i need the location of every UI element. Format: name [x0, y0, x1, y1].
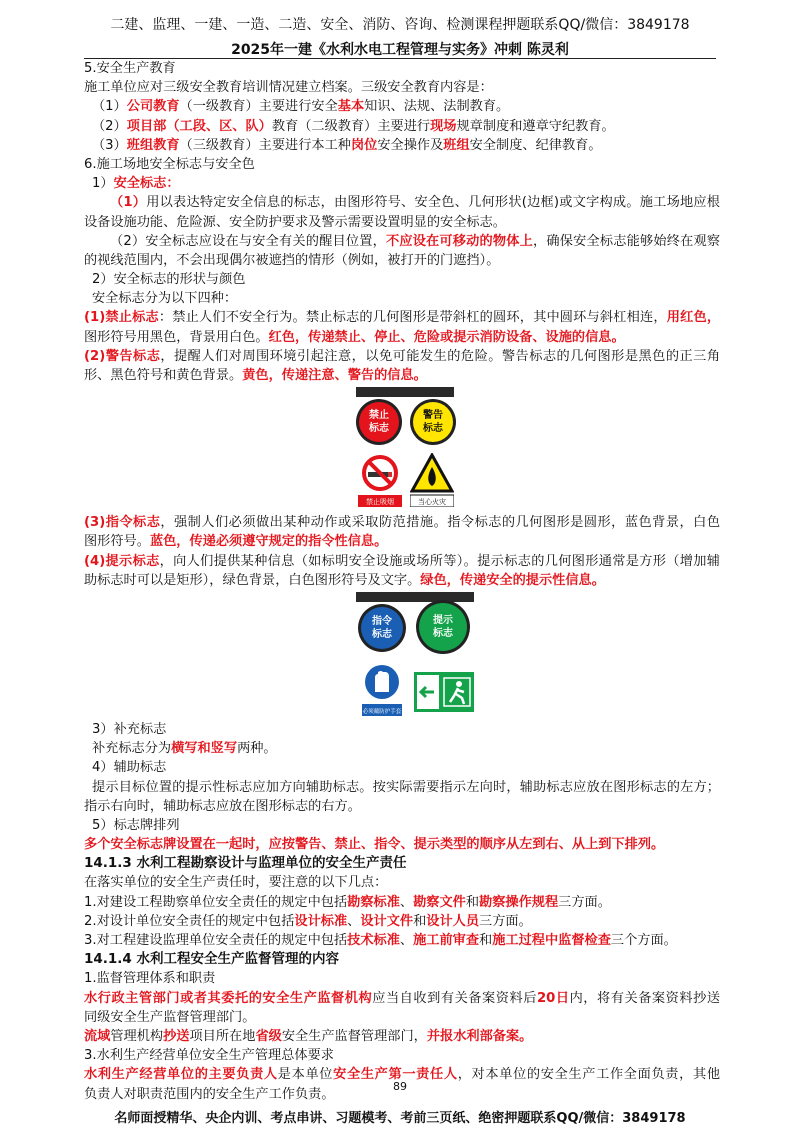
edu-item-1 [84, 97, 720, 116]
edu-item-num: （1） [92, 99, 127, 115]
line-text: 三个方面。 [610, 933, 677, 948]
line-sep: 和 [465, 894, 480, 910]
p-red: 流域 [84, 1028, 111, 1044]
figure-order-hint-signs [84, 590, 720, 720]
figure-frame [350, 387, 460, 511]
edu-item-red: 班组教育 [126, 137, 180, 153]
p-red: 抄送 [163, 1028, 190, 1044]
section-14-1-3-title: 14.1.3 水利工程勘察设计与监理单位的安全生产责任 [84, 855, 407, 872]
line-text: 1.对建设工程勘察单位安全责任的规定中包括 [84, 894, 348, 910]
order-text: ，强制人们必须做出某种动作或采取防范措施。指令标志的几何图形是圆形，蓝色背景，白色 [160, 515, 720, 531]
warn-text: ，提醒人们对周围环境引起注意，以免可能发生的危险。警告标志的几何图形是黑色的正三角 [160, 348, 720, 364]
p-red: 省级 [255, 1028, 282, 1044]
section-6-title: 6.施工场地安全标志与安全色 [84, 156, 255, 172]
survey-unit-line [84, 893, 720, 912]
line-text: 三方面。 [479, 913, 532, 929]
header-contact-line: 二建、监理、一建、一造、二造、安全、消防、咨询、检测课程押题联系QQ/微信：3849178 [110, 17, 690, 33]
edu-item-text: 规章制度和遵章守纪教育。 [456, 118, 615, 134]
warn-sign-line1 [84, 347, 720, 366]
auxiliary-sign-heading: 4）辅助标志 [92, 760, 167, 776]
line-text: 3.对工程建设监理单位安全责任的规定中包括 [84, 933, 348, 948]
section-14-1-3-intro: 在落实单位的安全生产责任时，要注意的以下几点： [84, 875, 388, 891]
line-red: 技术标准 [347, 933, 400, 948]
line-sep: 和 [479, 933, 493, 948]
edu-item-red: 现场 [430, 118, 457, 134]
line-text: 2.对设计单位安全责任的规定中包括 [84, 913, 295, 929]
fire-caption: 当心火灾 [418, 498, 446, 507]
line-text: 三方面。 [558, 894, 611, 910]
overall-requirements-heading: 3.水利生产经营单位安全生产管理总体要求 [84, 1048, 334, 1064]
order-sign-line1 [84, 513, 720, 532]
edu-item-text: 安全制度、纪律教育。 [469, 137, 602, 153]
section-5-title: 5.安全生产教育 [84, 61, 176, 76]
figure-ban-warning-signs [84, 385, 720, 513]
header-course-title: 2025年一建《水利水电工程管理与实务》冲刺 陈灵利 [231, 42, 569, 58]
supervision-system-heading: 1.监督管理体系和职责 [84, 971, 216, 987]
safety-sign-label: 安全标志： [113, 176, 180, 192]
order-text: 图形符号。 [84, 534, 150, 550]
warn-sign-label: (2)警告标志 [84, 348, 161, 364]
edu-item-red: 项目部（工段、区、队） [126, 118, 272, 134]
edu-item-text: （三级教育）主要进行本工种 [179, 137, 351, 153]
hint-circle-ring [416, 600, 470, 654]
edu-item-text: 教育（二级教育）主要进行 [271, 118, 431, 134]
edu-item-text: （一级教育）主要进行安全 [179, 99, 338, 115]
p2-red: 不应设在可移动的物体上 [385, 233, 534, 249]
edu-item-red: 基本 [337, 99, 365, 115]
ban-text: 图形符号用黑色，背景用白色。 [84, 329, 269, 345]
section-14-1-4-title: 14.1.4 水利工程安全生产监督管理的内容 [84, 951, 340, 968]
edu-item-num: （2） [92, 118, 127, 134]
ban-sign-line2 [84, 328, 720, 347]
supplement-text: 两种。 [237, 741, 277, 757]
line-red: 勘察文件 [413, 894, 466, 910]
p-text: 内，将有关备案资料抄送 [569, 990, 720, 1006]
sub-num: 1） [92, 176, 114, 192]
edu-item-text: 知识、法规、法制教育。 [364, 99, 510, 115]
hint-sign-line1 [84, 552, 720, 571]
fire-warning-sign-icon [410, 453, 454, 507]
supplement-sign-heading: 3）补充标志 [92, 721, 167, 737]
edu-item-num: （3） [92, 137, 127, 153]
p-red: 水行政主管部门或者其委托的安全生产监督机构 [84, 990, 373, 1006]
figure-top-bar [356, 592, 474, 602]
hint-text: ，向人们提供某种信息（如标明安全设施或场所等）。提示标志的几何图形通常是方形（增加辅 [159, 553, 720, 569]
p-text: 是本单位 [277, 1067, 334, 1083]
safety-sign-p1-line2: 设备设施功能、危险源、安全防护要求及警示需要设置明显的安全标志。 [84, 214, 506, 230]
line-sep: 、 [347, 913, 361, 929]
line-sep: 、 [399, 933, 414, 948]
order-circle: 指令 标志 [361, 607, 403, 649]
order-sign-label: (3)指令标志 [84, 515, 161, 531]
order-circle-ring [358, 604, 406, 652]
p-red: 水利生产经营单位的主要负责人 [84, 1067, 278, 1083]
line-sep: 和 [413, 913, 427, 929]
warn-sign-line2 [84, 366, 720, 385]
order-sign-line2 [84, 532, 720, 551]
supervision-p1-line1 [84, 989, 720, 1008]
line-red: 勘察标准 [347, 894, 400, 910]
supplement-red: 横写和竖写 [171, 741, 238, 757]
sign-arrangement-rule: 多个安全标志牌设置在一起时，应按警告、禁止、指令、提示类型的顺序从左到右、从上到下排列。 [84, 837, 665, 853]
no-smoking-sign-icon [358, 453, 402, 507]
ban-text: ：禁止人们不安全行为。禁止标志的几何图形是带斜杠的圆环，其中圆环与斜杠相连， [158, 310, 667, 326]
p1-num: （1） [110, 195, 147, 211]
p2-text: （2）安全标志应设在与安全有关的醒目位置， [110, 233, 386, 249]
p-text: ，对本单位的安全生产工作全面负责，其他 [457, 1067, 720, 1083]
safety-sign-p2-line1 [84, 232, 720, 251]
auxiliary-sign-line2: 指示右向时，辅助标志应放在图形标志的右方。 [84, 798, 361, 814]
p-text: 管理机构 [110, 1028, 164, 1044]
safety-sign-p2-line2: 的视线范围内，不会出现偶尔被遮挡的情形（例如，被打开的门遮挡）。 [84, 252, 500, 268]
safety-sign-heading [84, 174, 720, 193]
gloves-caption: 必须戴防护手套 [362, 708, 402, 715]
line-red: 施工前审查 [413, 933, 480, 948]
footer-contact-line: 名师面授精华、央企内训、考点串讲、习题模考、考前三页纸、绝密押题联系QQ/微信：3849178 [114, 1111, 686, 1126]
no-smoking-caption: 禁止吸烟 [366, 498, 394, 507]
edu-item-red: 岗位 [350, 137, 378, 153]
wear-gloves-sign-icon [362, 664, 402, 716]
warn-circle: 警告 标志 [413, 402, 453, 442]
supervision-p1-line2: 同级安全生产监督管理部门。 [84, 1009, 256, 1025]
edu-item-text: 安全操作及 [377, 137, 444, 153]
hint-red: 绿色，传递安全的提示性信息。 [420, 572, 605, 588]
ban-circle: 禁止 标志 [359, 402, 399, 442]
auxiliary-sign-line1: 提示目标位置的提示性标志应加方向辅助标志。按实际需要指示左向时，辅助标志应放在图形标志的左方； [92, 779, 720, 795]
supplement-text: 补充标志分为 [92, 741, 172, 757]
p-red: 并报水利部备案。 [426, 1028, 533, 1044]
line-red: 设计人员 [426, 913, 480, 929]
section-5-intro: 施工单位应对三级安全教育培训情况建立档案。三级安全教育内容是： [84, 80, 493, 96]
edu-item-3 [84, 136, 720, 155]
exit-sign-icon [414, 672, 474, 712]
shape-color-heading: 2）安全标志的形状与颜色 [92, 272, 246, 288]
ban-sign-line1 [84, 308, 720, 327]
supervision-p2 [84, 1027, 720, 1046]
order-red: 蓝色，传递必须遵守规定的指令性信息。 [149, 534, 388, 550]
warn-red: 黄色，传递注意、警告的信息。 [242, 368, 427, 383]
line-sep: 、 [399, 894, 414, 910]
warn-circle-ring [410, 399, 456, 445]
document-body [84, 59, 720, 1104]
line-red: 勘察操作规程 [479, 894, 559, 910]
hint-sign-label: (4)提示标志 [84, 553, 160, 569]
supplement-sign-text [84, 739, 720, 758]
p2-text: ，确保安全标志能够始终在观察 [533, 233, 720, 249]
line-red: 施工过程中监督检查 [492, 933, 611, 948]
overall-requirements-line2: 负责人对职责范围内的安全生产工作负责。 [84, 1086, 335, 1102]
p-text: 项目所在地 [189, 1028, 256, 1044]
ban-circle-ring [356, 399, 402, 445]
figure-top-bar [356, 387, 454, 397]
sign-arrangement-heading: 5）标志牌排列 [92, 817, 180, 833]
p-text: 安全生产监督管理部门， [281, 1028, 427, 1044]
edu-item-red: 公司教育 [126, 99, 180, 115]
edu-item-2 [84, 117, 720, 136]
p-text: 应当自收到有关备案资料后 [372, 990, 537, 1006]
p-red: 安全生产第一责任人 [333, 1067, 458, 1083]
supervision-unit-line [84, 931, 720, 950]
design-unit-line [84, 912, 720, 931]
ban-sign-label: (1)禁止标志 [84, 310, 159, 326]
safety-sign-p1-line1 [84, 193, 720, 212]
edu-item-red: 班组 [443, 137, 470, 153]
p-red: 20日 [536, 990, 570, 1006]
ban-red: 红色，传递禁止、停止、危险或提示消防设备、设施的信息。 [268, 329, 625, 345]
warn-text: 形、黑色符号和黄色背景。 [84, 368, 243, 383]
line-red: 设计标准 [294, 913, 348, 929]
p1-text: 用以表达特定安全信息的标志，由图形符号、安全色、几何形状(边框)或文字构成。施工场地应根 [146, 195, 720, 211]
hint-sign-line2 [84, 571, 720, 590]
hint-text: 助标志时可以是矩形），绿色背景，白色图形符号及文字。 [84, 572, 421, 588]
line-red: 设计文件 [360, 913, 414, 929]
figure-frame [350, 592, 480, 718]
four-types-intro: 安全标志分为以下四种： [92, 291, 238, 307]
ban-red: 用红色， [666, 310, 720, 326]
page-number: 89 [393, 1080, 407, 1093]
hint-circle: 提示 标志 [419, 603, 467, 651]
